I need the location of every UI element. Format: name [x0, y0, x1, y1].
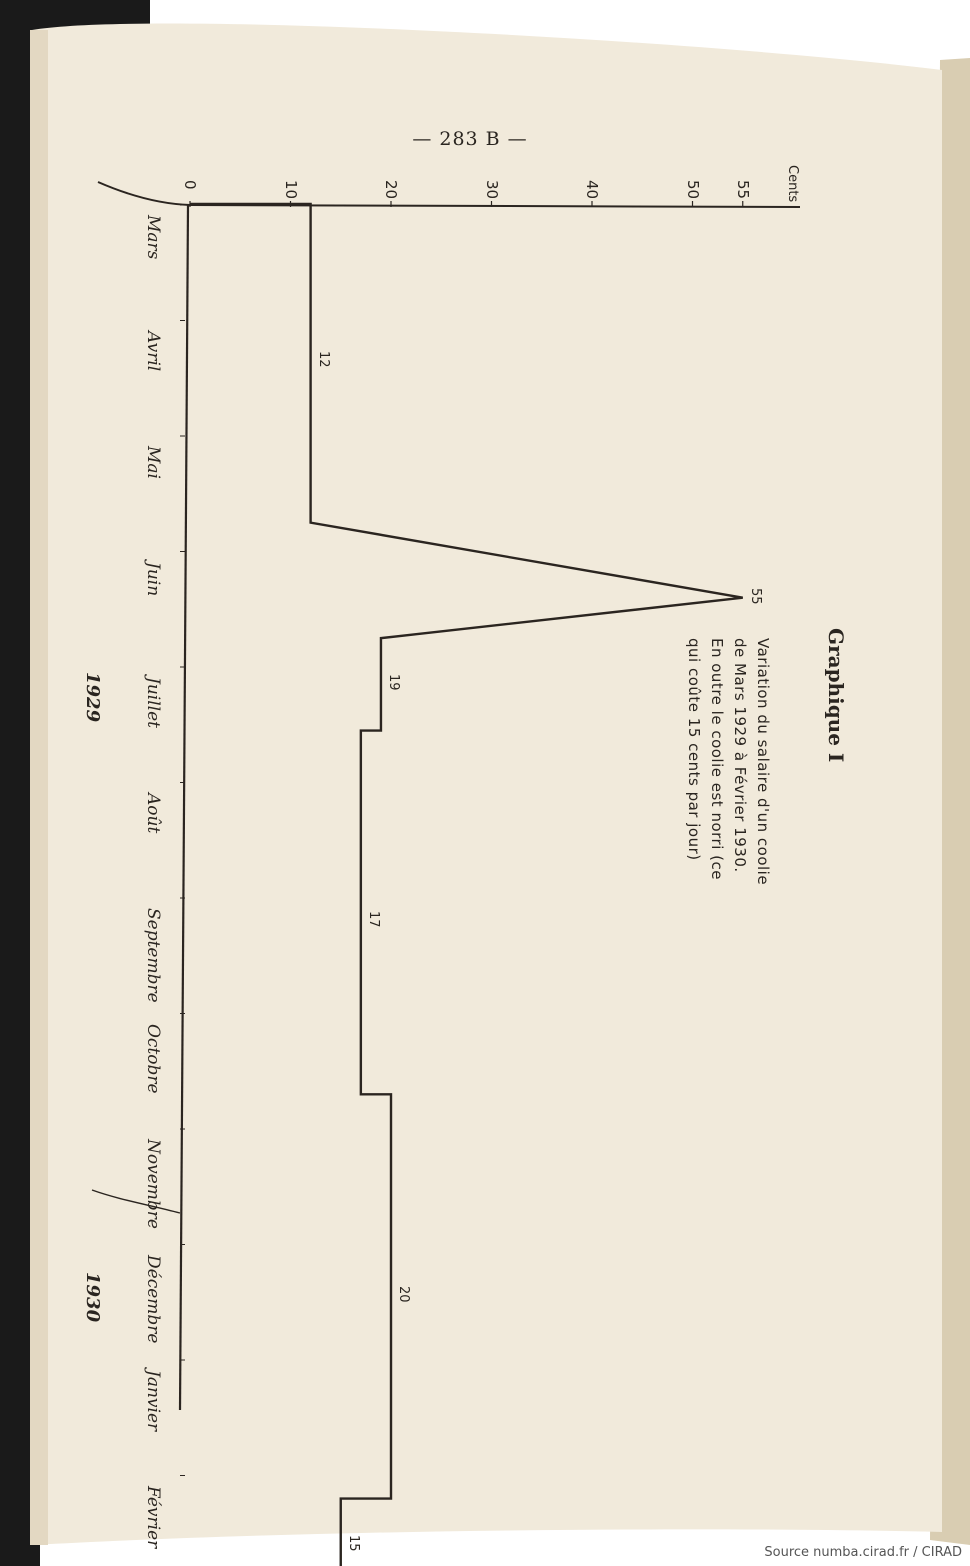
month-label: Juin — [143, 561, 163, 596]
data-label: 55 — [747, 587, 763, 605]
month-label: Février — [143, 1485, 163, 1548]
data-label: 12 — [315, 350, 331, 368]
caption-line: de Mars 1929 à Février 1930. — [731, 638, 749, 873]
paper-gutter — [30, 30, 48, 1545]
data-label: 20 — [396, 1286, 411, 1304]
month-label: Mars — [143, 215, 163, 260]
paper — [32, 24, 942, 1545]
value-tick-label: 10 — [281, 180, 300, 200]
month-label: Juillet — [143, 677, 163, 728]
value-tick-label: 0 — [181, 180, 199, 190]
month-label: Janvier — [143, 1370, 163, 1432]
month-label: Septembre — [143, 908, 163, 1003]
month-label: Avril — [143, 330, 163, 371]
chart-title: Graphique I — [824, 628, 848, 763]
value-tick-label: 20 — [382, 180, 400, 200]
value-tick-label: 40 — [583, 180, 601, 200]
value-tick-label: 55 — [733, 180, 752, 200]
value-axis-label: Cents — [785, 165, 800, 203]
page-number: — 283 B — — [412, 128, 528, 150]
month-label: Mai — [143, 446, 163, 479]
value-tick-label: 50 — [683, 180, 702, 200]
data-label: 15 — [345, 1534, 361, 1552]
caption-line: qui coûte 15 cents par jour) — [685, 638, 703, 861]
value-tick-label: 30 — [482, 180, 501, 200]
month-label: Août — [143, 792, 163, 833]
month-label: Octobre — [143, 1023, 163, 1094]
caption-line: Variation du salaire d'un coolie — [754, 638, 772, 886]
month-label: Décembre — [143, 1254, 163, 1343]
year-label-1929: 1929 — [82, 672, 103, 723]
month-label: Novembre — [143, 1139, 163, 1229]
caption-line: En outre le coolie est norri (ce — [708, 638, 726, 880]
source-note: Source numba.cirad.fr / CIRAD — [764, 1545, 962, 1560]
year-label-1930: 1930 — [82, 1272, 103, 1323]
data-label: 19 — [385, 674, 401, 691]
data-label: 17 — [365, 911, 381, 928]
